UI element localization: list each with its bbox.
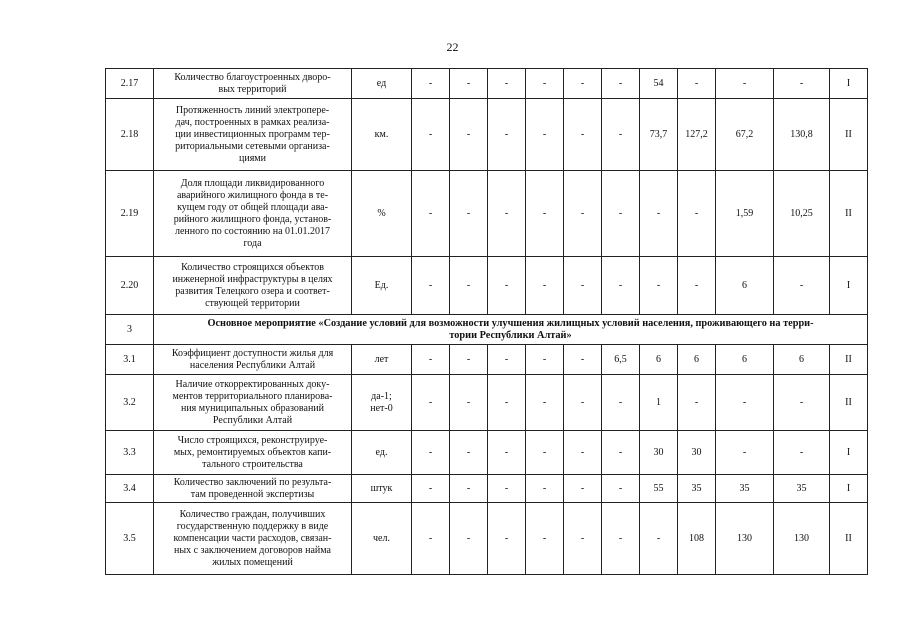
table-row xyxy=(106,99,868,171)
indicator-name: Количество граждан, получивших государственную поддержку в виде компенсации части расходов, связан- ных с заключением договоров найма жилых помещений xyxy=(154,503,352,575)
value-cell: 73,7 xyxy=(640,99,678,171)
value-cell: - xyxy=(488,69,526,99)
indicator-name: Протяженность линий электропере- дач, построенных в рамках реализа- ции инвестиционных программ тер- риториальными сетевыми организа- циями xyxy=(154,99,352,171)
value-cell: - xyxy=(412,99,450,171)
value-cell: - xyxy=(450,99,488,171)
unit-cell: км. xyxy=(352,99,412,171)
value-cell: - xyxy=(564,171,602,257)
value-cell: - xyxy=(564,503,602,575)
value-cell: 108 xyxy=(678,503,716,575)
value-cell: - xyxy=(526,345,564,375)
level-cell: I xyxy=(830,257,868,315)
unit-cell: % xyxy=(352,171,412,257)
value-cell: - xyxy=(412,503,450,575)
value-cell: - xyxy=(640,171,678,257)
value-cell: 6 xyxy=(678,345,716,375)
value-cell: - xyxy=(412,475,450,503)
value-cell: - xyxy=(640,257,678,315)
row-number: 2.18 xyxy=(106,99,154,171)
value-cell: - xyxy=(412,375,450,431)
indicator-name: Наличие откорректированных доку- ментов территориального планирова- ния муниципальных образований Республики Алтай xyxy=(154,375,352,431)
value-cell: 6,5 xyxy=(602,345,640,375)
value-cell: - xyxy=(450,475,488,503)
value-cell: 127,2 xyxy=(678,99,716,171)
value-cell: 1 xyxy=(640,375,678,431)
level-cell: I xyxy=(830,475,868,503)
value-cell: - xyxy=(526,431,564,475)
table-row xyxy=(106,375,868,431)
unit-cell: чел. xyxy=(352,503,412,575)
value-cell: 35 xyxy=(716,475,774,503)
value-cell: 30 xyxy=(678,431,716,475)
table-row xyxy=(106,345,868,375)
value-cell: - xyxy=(678,375,716,431)
value-cell: - xyxy=(488,99,526,171)
value-cell: - xyxy=(602,69,640,99)
level-cell: II xyxy=(830,171,868,257)
table-row xyxy=(106,475,868,503)
unit-cell: лет xyxy=(352,345,412,375)
value-cell: - xyxy=(412,431,450,475)
value-cell: - xyxy=(716,69,774,99)
indicator-name: Доля площади ликвидированного аварийного жилищного фонда в те- кущем году от общей площади ава- рийного жилищного фонда, установ- ленного по состоянию на 01.01.2017 года xyxy=(154,171,352,257)
value-cell: - xyxy=(774,431,830,475)
value-cell: 1,59 xyxy=(716,171,774,257)
value-cell: - xyxy=(602,475,640,503)
unit-cell: ед. xyxy=(352,431,412,475)
value-cell: 30 xyxy=(640,431,678,475)
value-cell: - xyxy=(678,257,716,315)
value-cell: - xyxy=(526,99,564,171)
value-cell: - xyxy=(450,69,488,99)
row-number: 3.1 xyxy=(106,345,154,375)
value-cell: 6 xyxy=(640,345,678,375)
value-cell: - xyxy=(564,345,602,375)
value-cell: - xyxy=(564,99,602,171)
row-number: 2.20 xyxy=(106,257,154,315)
row-number: 3.5 xyxy=(106,503,154,575)
value-cell: - xyxy=(488,257,526,315)
value-cell: - xyxy=(412,345,450,375)
value-cell: 35 xyxy=(678,475,716,503)
value-cell: - xyxy=(526,503,564,575)
value-cell: - xyxy=(602,375,640,431)
value-cell: - xyxy=(450,345,488,375)
value-cell: - xyxy=(488,171,526,257)
value-cell: 10,25 xyxy=(774,171,830,257)
value-cell: - xyxy=(678,69,716,99)
value-cell: - xyxy=(602,171,640,257)
value-cell: - xyxy=(526,69,564,99)
section-title: Основное мероприятие «Создание условий для возможности улучшения жилищных условий населения, проживающего на терри- тории Республики Алтай» xyxy=(154,315,868,345)
value-cell: - xyxy=(716,431,774,475)
value-cell: - xyxy=(640,503,678,575)
value-cell: - xyxy=(564,257,602,315)
value-cell: - xyxy=(488,475,526,503)
value-cell: - xyxy=(564,475,602,503)
level-cell: II xyxy=(830,503,868,575)
value-cell: - xyxy=(602,257,640,315)
value-cell: - xyxy=(412,257,450,315)
value-cell: - xyxy=(774,375,830,431)
value-cell: - xyxy=(488,375,526,431)
value-cell: 130 xyxy=(716,503,774,575)
value-cell: 67,2 xyxy=(716,99,774,171)
table-row xyxy=(106,171,868,257)
section-row xyxy=(106,315,868,345)
value-cell: - xyxy=(526,375,564,431)
value-cell: - xyxy=(564,69,602,99)
value-cell: 6 xyxy=(774,345,830,375)
value-cell: - xyxy=(526,257,564,315)
value-cell: 6 xyxy=(716,345,774,375)
value-cell: - xyxy=(450,503,488,575)
value-cell: 54 xyxy=(640,69,678,99)
table-body xyxy=(106,69,868,575)
value-cell: - xyxy=(602,431,640,475)
value-cell: - xyxy=(450,257,488,315)
indicator-name: Количество благоустроенных дворо- вых территорий xyxy=(154,69,352,99)
level-cell: II xyxy=(830,99,868,171)
value-cell: - xyxy=(450,375,488,431)
level-cell: II xyxy=(830,375,868,431)
value-cell: - xyxy=(450,171,488,257)
value-cell: - xyxy=(488,345,526,375)
value-cell: - xyxy=(412,69,450,99)
value-cell: - xyxy=(488,503,526,575)
value-cell: 55 xyxy=(640,475,678,503)
value-cell: - xyxy=(774,257,830,315)
row-number: 2.17 xyxy=(106,69,154,99)
value-cell: - xyxy=(412,171,450,257)
indicator-name: Коэффициент доступности жилья для населения Республики Алтай xyxy=(154,345,352,375)
value-cell: - xyxy=(564,375,602,431)
indicator-name: Количество строящихся объектов инженерной инфраструктуры в целях развития Телецкого озера и соответ- ствующей территории xyxy=(154,257,352,315)
row-number: 3 xyxy=(106,315,154,345)
table-row xyxy=(106,431,868,475)
indicators-table xyxy=(105,68,868,575)
level-cell: I xyxy=(830,431,868,475)
level-cell: II xyxy=(830,345,868,375)
value-cell: - xyxy=(716,375,774,431)
table-row xyxy=(106,503,868,575)
value-cell: - xyxy=(526,171,564,257)
value-cell: 130 xyxy=(774,503,830,575)
unit-cell: да-1; нет-0 xyxy=(352,375,412,431)
table-row xyxy=(106,257,868,315)
value-cell: - xyxy=(526,475,564,503)
indicator-name: Количество заключений по результа- там проведенной экспертизы xyxy=(154,475,352,503)
unit-cell: Ед. xyxy=(352,257,412,315)
value-cell: - xyxy=(602,99,640,171)
value-cell: - xyxy=(678,171,716,257)
value-cell: - xyxy=(450,431,488,475)
value-cell: - xyxy=(488,431,526,475)
row-number: 3.4 xyxy=(106,475,154,503)
row-number: 3.2 xyxy=(106,375,154,431)
unit-cell: ед xyxy=(352,69,412,99)
value-cell: - xyxy=(774,69,830,99)
row-number: 2.19 xyxy=(106,171,154,257)
value-cell: - xyxy=(564,431,602,475)
unit-cell: штук xyxy=(352,475,412,503)
value-cell: 6 xyxy=(716,257,774,315)
value-cell: 130,8 xyxy=(774,99,830,171)
row-number: 3.3 xyxy=(106,431,154,475)
table-row xyxy=(106,69,868,99)
value-cell: - xyxy=(602,503,640,575)
page-number: 22 xyxy=(446,40,459,54)
value-cell: 35 xyxy=(774,475,830,503)
level-cell: I xyxy=(830,69,868,99)
indicator-name: Число строящихся, реконструируе- мых, ремонтируемых объектов капи- тального строительства xyxy=(154,431,352,475)
